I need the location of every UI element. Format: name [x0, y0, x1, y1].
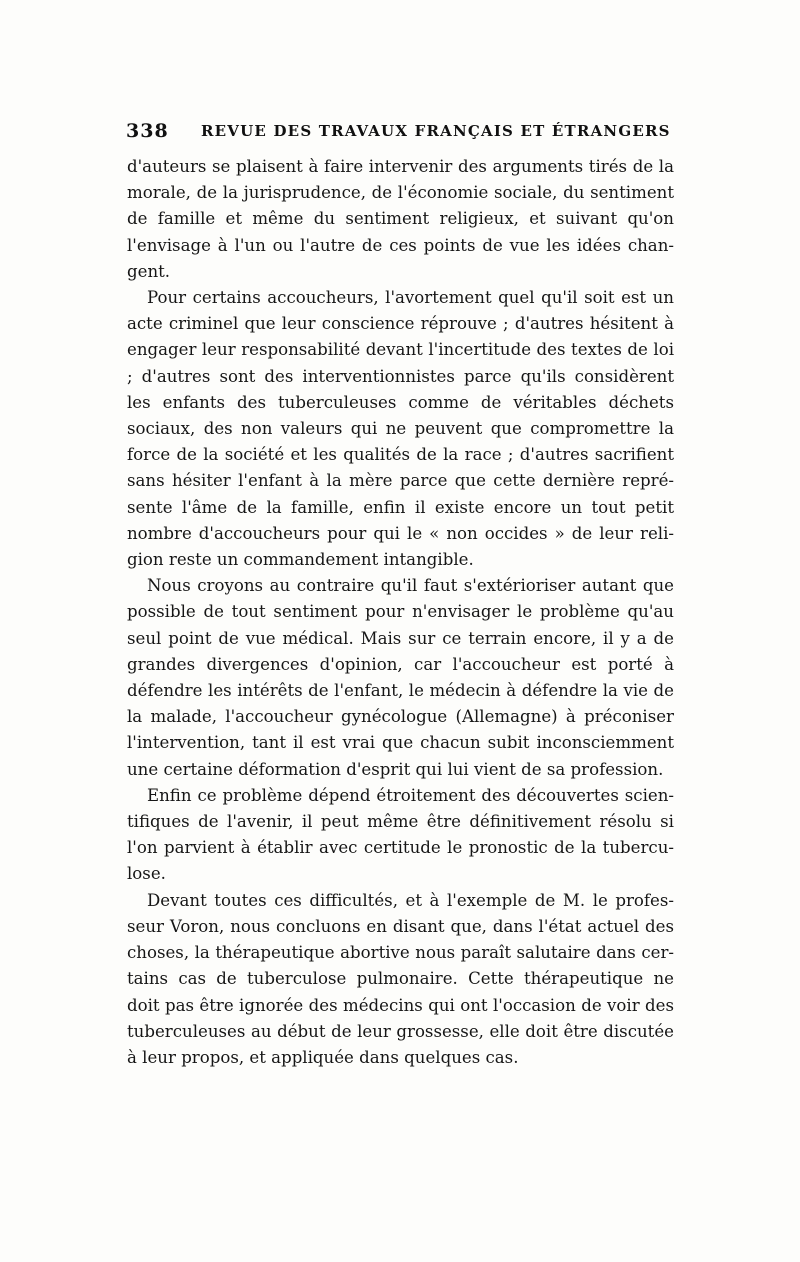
page-header: [126, 120, 674, 146]
page-number: 338: [126, 120, 169, 142]
paragraph: d'auteurs se plaisent à faire intervenir des arguments tirés de la morale, de la jurisprudence, de l'économie sociale, du sentiment de famille et même du sentiment religieux, et suivant qu'on l'envisage à l'un ou l'autre de ces points de vue les idées changent.: [127, 157, 674, 281]
running-title: REVUE DES TRAVAUX FRANÇAIS ET ÉTRANGERS: [201, 122, 671, 140]
paragraph: Devant toutes ces difficultés, et à l'exemple de M. le professeur Voron, nous concluons en disant que, dans l'état actuel des choses, la thérapeutique abortive nous paraît salutaire dans certains cas de tuberculose pulmonaire. Cette thérapeutique ne doit pas être ignorée des médecins qui ont l'occasion de voir des tuberculeuses au début de leur grossesse, elle doit être discutée à leur propos, et appliquée dans quelques cas.: [127, 890, 674, 1067]
paragraph: Pour certains accoucheurs, l'avortement quel qu'il soit est un acte criminel que leur conscience réprouve ; d'autres hésitent à engager leur responsabilité devant l'incertitude des textes de loi ; d'autres sont des interventionnistes parce qu'ils considèrent les enfants des tuberculeuses comme de véritables déchets sociaux, des non valeurs qui ne peuvent que compromettre la force de la société et les qualités de la race ; d'autres sacrifient sans hésiter l'enfant à la mère parce que cette dernière représente l'âme de la famille, enfin il existe encore un tout petit nombre d'accoucheurs pour qui le « non occides » de leur religion reste un commandement intangible.: [127, 288, 674, 570]
body-text: [127, 154, 674, 1071]
paragraph: Nous croyons au contraire qu'il faut s'extérioriser autant que possible de tout sentiment pour n'envisager le problème qu'au seul point de vue médical. Mais sur ce terrain encore, il y a de grandes divergences d'opinion, car l'accoucheur est porté à défendre les intérêts de l'enfant, le médecin à défendre la vie de la malade, l'accoucheur gynécologue (Allemagne) à préconiser l'intervention, tant il est vrai que chacun subit inconsciemment une certaine déformation d'esprit qui lui vient de sa profession.: [127, 576, 674, 779]
paragraph: Enfin ce problème dépend étroitement des découvertes scientifiques de l'avenir, il peut même être définitivement résolu si l'on parvient à établir avec certitude le pronostic de la tuberculose.: [127, 785, 674, 884]
